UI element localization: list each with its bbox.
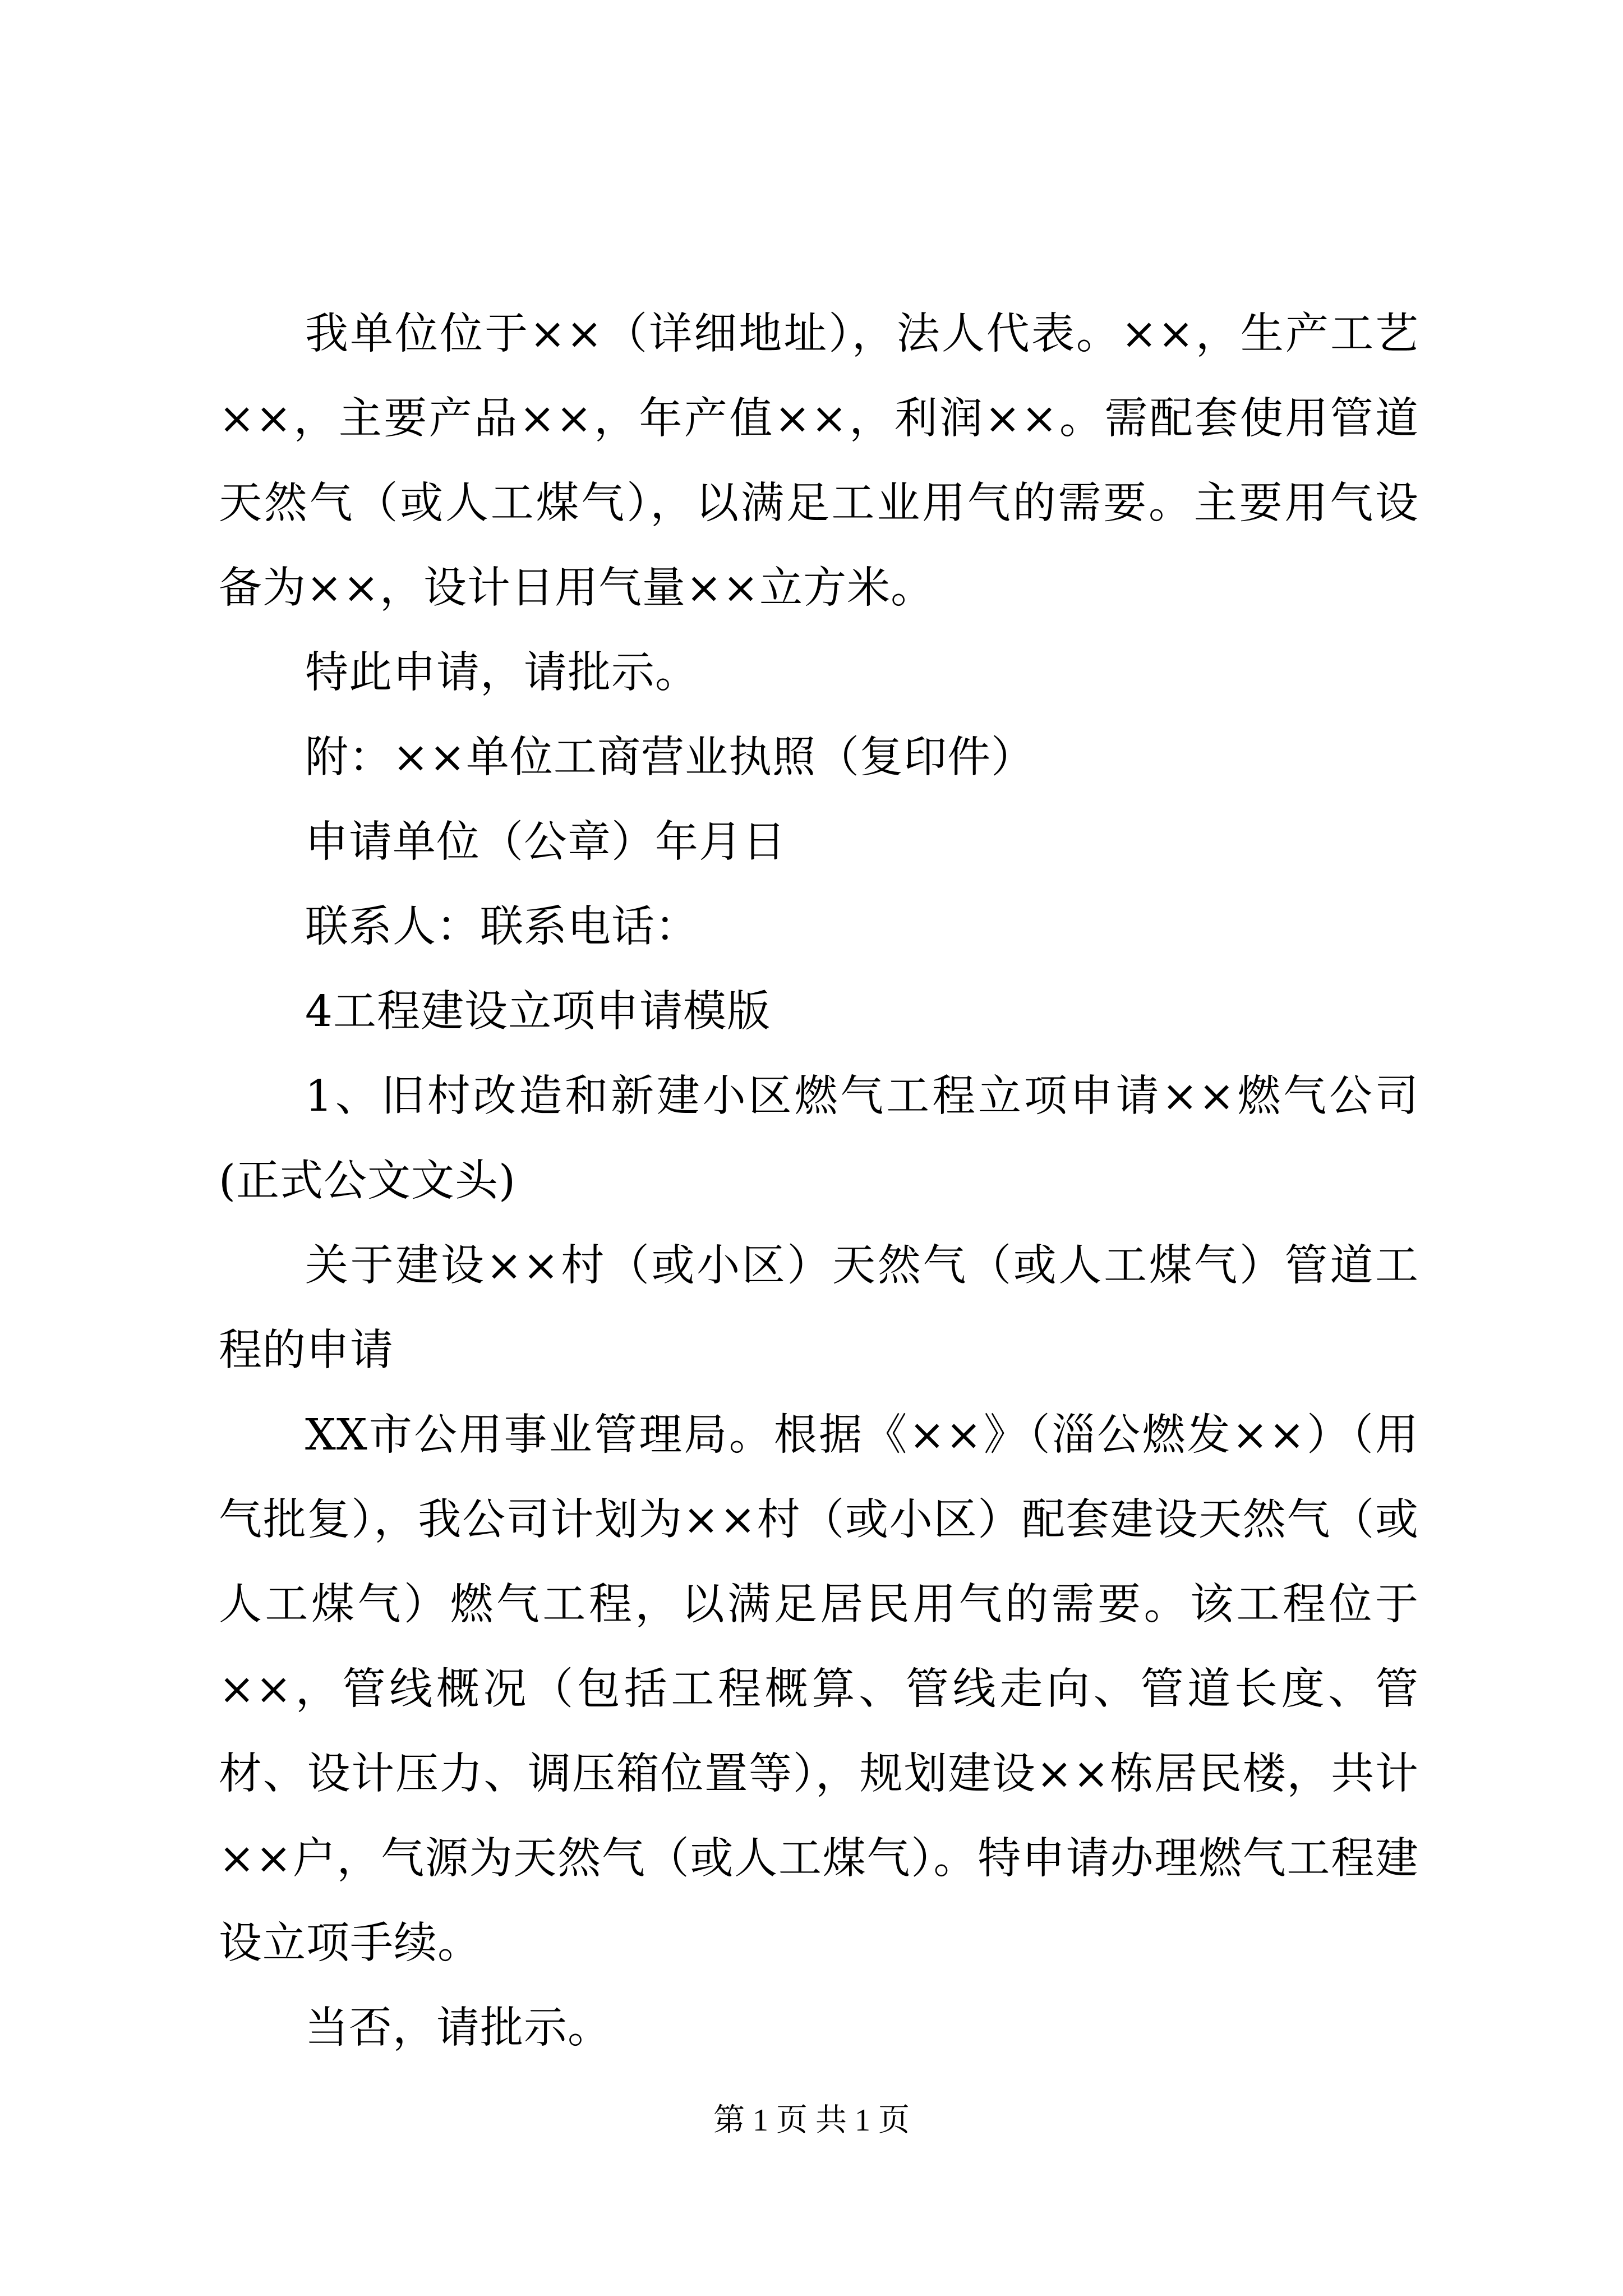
paragraph-application-body: XX市公用事业管理局。根据《××》（淄公燃发××）（用气批复），我公司计划为××村（或小区）配套建设天然气（或人工煤气）燃气工程，以满足居民用气的需要。该工程位于××，管线概况（包括工程概算、管线走向、管道长度、管材、设计压力、调压箱位置等），规划建设××栋居民楼，共计××户，气源为天然气（或人工煤气）。特申请办理燃气工程建设立项手续。 — [219, 1410, 1419, 1968]
paragraph-application-title: 关于建设××村（或小区）天然气（或人工煤气）管道工程的申请 — [219, 1241, 1419, 1375]
paragraph-request-approval: 特此申请，请批示。 — [305, 648, 699, 698]
paragraph-subsection-heading: 1、旧村改造和新建小区燃气工程立项申请××燃气公司(正式公文文头) — [219, 1071, 1419, 1206]
paragraph-section-heading: 4工程建设立项申请模版 — [305, 987, 771, 1037]
paragraph-company-info: 我单位位于××（详细地址），法人代表。××，生产工艺××，主要产品××，年产值××，利润××。需配套使用管道天然气（或人工煤气），以满足工业用气的需要。主要用气设备为××，设计日用气量××立方米。 — [219, 309, 1419, 613]
page-footer: 第 1 页 共 1 页 — [713, 2103, 910, 2138]
paragraph-applicant-seal: 申请单位（公章）年月日 — [305, 817, 786, 867]
paragraph-attachment: 附：××单位工商营业执照（复印件） — [305, 733, 1035, 783]
document-body — [219, 292, 1419, 2070]
paragraph-contact: 联系人：联系电话： — [305, 902, 699, 952]
paragraph-closing: 当否，请批示。 — [305, 2003, 611, 2053]
